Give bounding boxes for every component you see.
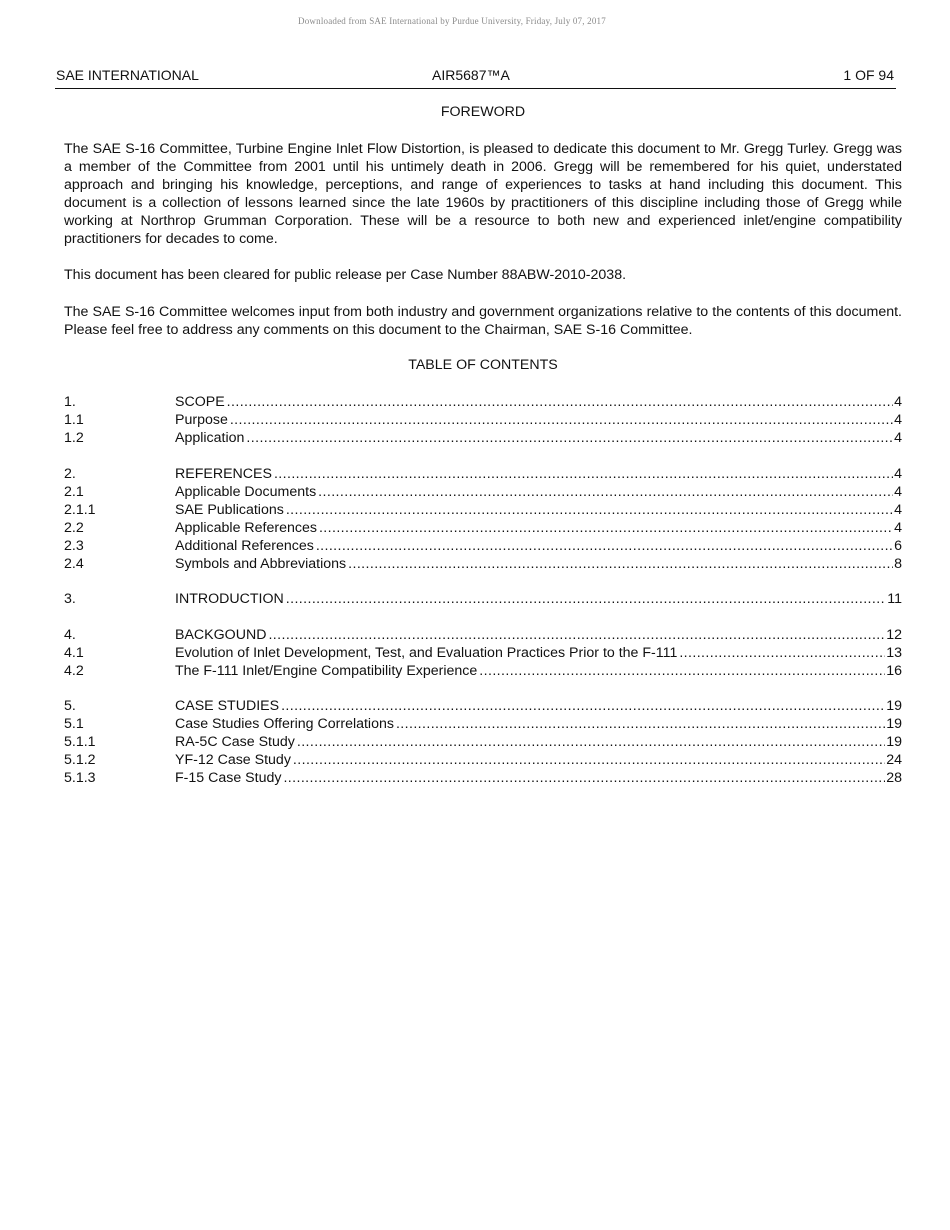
toc-entry-line	[175, 626, 902, 644]
toc-entry[interactable]	[64, 483, 902, 501]
toc-entry-title: YF-12 Case Study	[175, 752, 291, 768]
toc-entry-line	[175, 465, 902, 483]
toc-entry[interactable]	[64, 644, 902, 662]
toc-entry[interactable]	[64, 465, 902, 483]
toc-entry-number: 2.1.1	[64, 502, 96, 518]
toc-entry[interactable]	[64, 697, 902, 715]
toc-entry-title: The F-111 Inlet/Engine Compatibility Experience	[175, 663, 478, 679]
toc-entry[interactable]	[64, 715, 902, 733]
toc-entry-line	[175, 519, 902, 537]
toc-entry-line	[175, 393, 902, 411]
toc-entry[interactable]	[64, 751, 902, 769]
toc-entry-title: INTRODUCTION	[175, 591, 284, 607]
toc-entry-number: 5.	[64, 698, 76, 714]
download-watermark: Downloaded from SAE International by Purdue University, Friday, July 07, 2017	[298, 16, 606, 26]
toc-entry-page-number: 19	[886, 716, 902, 732]
toc-entry-page-number: 6	[894, 538, 902, 554]
toc-dot-leader	[348, 555, 893, 573]
toc-entry-number: 5.1	[64, 716, 84, 732]
toc-entry-number: 4.2	[64, 663, 84, 679]
toc-entry-page-number: 4	[894, 502, 902, 518]
header-divider	[55, 88, 896, 89]
toc-entry-line	[175, 590, 902, 608]
toc-entry-line	[175, 769, 902, 787]
toc-entry-title: Applicable References	[175, 520, 317, 536]
toc-entry-page-number: 4	[894, 394, 902, 410]
toc-dot-leader	[227, 393, 893, 411]
toc-entry[interactable]	[64, 393, 902, 411]
toc-entry-page-number: 4	[894, 430, 902, 446]
toc-entry[interactable]	[64, 662, 902, 680]
toc-entry[interactable]	[64, 769, 902, 787]
toc-entry[interactable]	[64, 411, 902, 429]
toc-entry-page-number: 8	[894, 556, 902, 572]
toc-entry-page-number: 28	[886, 770, 902, 786]
toc-entry-page-number: 4	[894, 412, 902, 428]
foreword-heading: FOREWORD	[440, 104, 526, 120]
toc-entry[interactable]	[64, 733, 902, 751]
toc-entry[interactable]	[64, 590, 902, 608]
toc-entry-page-number: 4	[894, 484, 902, 500]
toc-entry[interactable]	[64, 626, 902, 644]
toc-entry-line	[175, 644, 902, 662]
toc-entry-title: F-15 Case Study	[175, 770, 282, 786]
toc-entry[interactable]	[64, 555, 902, 573]
toc-entry[interactable]	[64, 519, 902, 537]
toc-entry-number: 4.1	[64, 645, 84, 661]
toc-entry-page-number: 19	[886, 698, 902, 714]
toc-entry-page-number: 4	[894, 520, 902, 536]
toc-entry-title: Application	[175, 430, 245, 446]
toc-entry-line	[175, 555, 902, 573]
toc-entry-title: BACKGOUND	[175, 627, 267, 643]
toc-entry-line	[175, 662, 902, 680]
toc-entry-title: REFERENCES	[175, 466, 272, 482]
toc-dot-leader	[230, 411, 893, 429]
toc-entry-number: 5.1.2	[64, 752, 96, 768]
toc-dot-leader	[283, 769, 885, 787]
toc-entry-number: 1.2	[64, 430, 84, 446]
toc-dot-leader	[286, 590, 887, 608]
toc-entry-page-number: 11	[887, 591, 902, 607]
toc-entry-title: CASE STUDIES	[175, 698, 280, 714]
toc-dot-leader	[318, 483, 893, 501]
toc-entry-page-number: 16	[886, 663, 902, 679]
toc-entry-line	[175, 411, 902, 429]
toc-entry-title: SCOPE	[175, 394, 225, 410]
toc-dot-leader	[297, 733, 885, 751]
toc-entry-page-number: 13	[886, 645, 902, 661]
toc-entry[interactable]	[64, 501, 902, 519]
page-header	[55, 67, 895, 85]
toc-entry-title: Symbols and Abbreviations	[175, 556, 347, 572]
toc-dot-leader	[274, 465, 893, 483]
toc-entry-title: SAE Publications	[175, 502, 284, 518]
toc-entry-line	[175, 697, 902, 715]
toc-entry-title: RA-5C Case Study	[175, 734, 295, 750]
toc-entry-line	[175, 715, 902, 733]
toc-entry-line	[175, 733, 902, 751]
toc-heading: TABLE OF CONTENTS	[408, 357, 558, 373]
toc-entry-number: 2.3	[64, 538, 84, 554]
toc-entry-line	[175, 501, 902, 519]
foreword-paragraph-release: This document has been cleared for public release per Case Number 88ABW-2010-2038.	[64, 267, 627, 283]
toc-dot-leader	[319, 519, 893, 537]
toc-entry-number: 2.2	[64, 520, 84, 536]
toc-entry-number: 2.1	[64, 484, 84, 500]
toc-entry-number: 2.	[64, 466, 76, 482]
toc-entry-page-number: 12	[886, 627, 902, 643]
toc-entry-number: 2.4	[64, 556, 84, 572]
toc-entry-title: Case Studies Offering Correlations	[175, 716, 394, 732]
toc-entry[interactable]	[64, 537, 902, 555]
toc-entry-number: 1.	[64, 394, 76, 410]
toc-dot-leader	[268, 626, 885, 644]
toc-entry-number: 3.	[64, 591, 76, 607]
toc-dot-leader	[396, 715, 885, 733]
toc-entry-number: 1.1	[64, 412, 84, 428]
toc-entry-number: 5.1.1	[64, 734, 96, 750]
toc-entry-line	[175, 751, 902, 769]
header-document-id: AIR5687™A	[432, 67, 510, 83]
toc-entry-line	[175, 537, 902, 555]
toc-dot-leader	[293, 751, 885, 769]
toc-entry-number: 5.1.3	[64, 770, 96, 786]
toc-entry-line	[175, 429, 902, 447]
header-page-indicator: 1 OF 94	[843, 67, 894, 83]
toc-entry-line	[175, 483, 902, 501]
toc-entry-page-number: 19	[886, 734, 902, 750]
toc-entry-page-number: 24	[886, 752, 902, 768]
toc-entry-title: Applicable Documents	[175, 484, 317, 500]
toc-dot-leader	[246, 429, 893, 447]
toc-entry-page-number: 4	[894, 466, 902, 482]
toc-dot-leader	[479, 662, 885, 680]
toc-entry-title: Evolution of Inlet Development, Test, and Evaluation Practices Prior to the F-111	[175, 645, 678, 661]
foreword-paragraph-dedication: The SAE S-16 Committee, Turbine Engine Inlet Flow Distortion, is pleased to dedicate this document to Mr. Gregg Turley. Gregg was a member of the Committee from 2001 until his untimely death in 2006. Gregg will be remembered for his quiet, understated approach and bringing his knowledge, perceptions, and range of experiences to tasks at hand including this document. This document is a collection of lessons learned since the late 1960s by practitioners of this discipline including those of Gregg while working at Northrop Grumman Corporation. These will be a resource to both new and experienced inlet/engine compatibility practitioners for decades to come.	[64, 141, 902, 247]
toc-entry[interactable]	[64, 429, 902, 447]
header-organization: SAE INTERNATIONAL	[56, 67, 199, 83]
toc-dot-leader	[281, 697, 885, 715]
toc-dot-leader	[679, 644, 885, 662]
toc-dot-leader	[316, 537, 893, 555]
toc-entry-number: 4.	[64, 627, 76, 643]
foreword-paragraph-welcome: The SAE S-16 Committee welcomes input from both industry and government organizations relative to the contents of this document. Please feel free to address any comments on this document to the Chairman, SAE S-16 Committee.	[64, 304, 902, 338]
toc-entry-title: Additional References	[175, 538, 314, 554]
toc-entry-title: Purpose	[175, 412, 228, 428]
toc-dot-leader	[286, 501, 893, 519]
